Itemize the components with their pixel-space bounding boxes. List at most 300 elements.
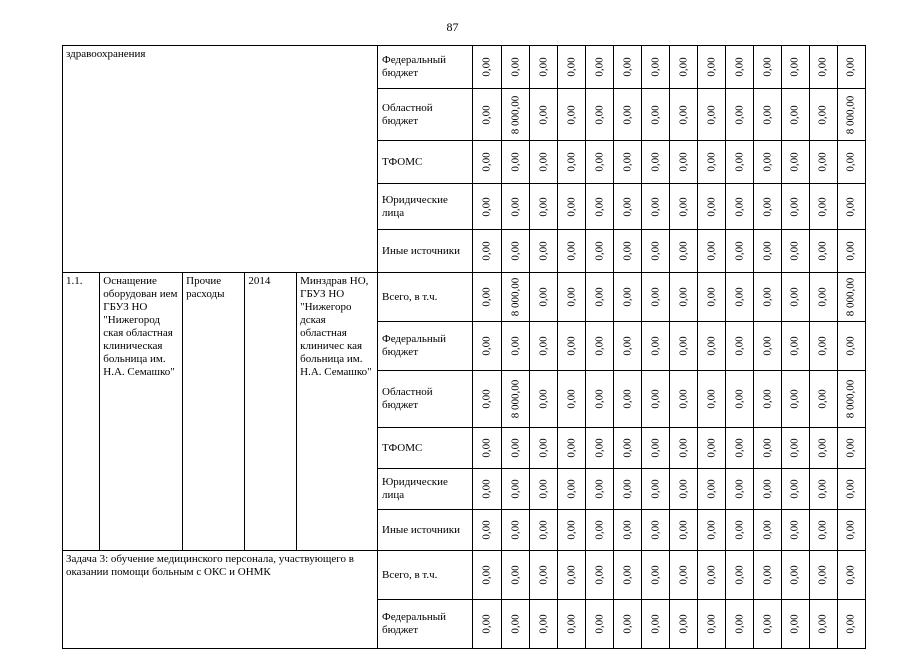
value-text: 0,00 — [480, 389, 493, 409]
value-text: 0,00 — [733, 336, 746, 356]
value-cell — [558, 469, 586, 510]
value-text: 0,00 — [761, 614, 774, 634]
value-cell — [530, 510, 558, 551]
value-cell — [670, 600, 698, 649]
funding-source: Иные источники — [378, 230, 473, 273]
value-text: 0,00 — [565, 520, 578, 540]
value-cell — [698, 46, 726, 89]
value-text: 0,00 — [537, 57, 550, 77]
value-cell — [754, 600, 782, 649]
value-text: 0,00 — [705, 614, 718, 634]
value-text: 0,00 — [621, 287, 634, 307]
value-text: 0,00 — [733, 520, 746, 540]
value-text: 0,00 — [565, 438, 578, 458]
value-text: 0,00 — [761, 520, 774, 540]
value-text: 0,00 — [593, 520, 606, 540]
value-text: 0,00 — [705, 287, 718, 307]
value-text: 0,00 — [509, 520, 522, 540]
table-row — [63, 273, 866, 322]
value-text: 0,00 — [621, 196, 634, 217]
value-text: 0,00 — [621, 57, 634, 77]
value-cell — [782, 469, 810, 510]
funding-source: Юридические лица — [378, 469, 473, 510]
value-cell — [473, 230, 502, 273]
value-cell — [614, 230, 642, 273]
item-name: Оснащение оборудован ием ГБУЗ НО "Нижегород ская областная клиническая больница им. Н.А. Семашко" — [100, 273, 183, 551]
value-text: 0,00 — [509, 614, 522, 634]
funding-source: ТФОМС — [378, 141, 473, 184]
value-cell — [558, 230, 586, 273]
value-cell — [473, 46, 502, 89]
value-cell — [530, 184, 558, 230]
value-cell — [586, 230, 614, 273]
value-cell — [473, 184, 502, 230]
value-cell — [614, 89, 642, 141]
value-cell — [670, 428, 698, 469]
value-text: 0,00 — [565, 104, 578, 125]
value-cell — [837, 600, 865, 649]
value-cell — [502, 184, 530, 230]
value-text: 0,00 — [733, 565, 746, 585]
value-cell — [782, 600, 810, 649]
value-text: 0,00 — [761, 57, 774, 77]
value-text: 0,00 — [816, 287, 829, 307]
value-text: 0,00 — [593, 287, 606, 307]
value-cell — [837, 230, 865, 273]
value-text: 0,00 — [621, 336, 634, 356]
value-text: 0,00 — [649, 241, 662, 261]
value-cell — [782, 230, 810, 273]
value-cell — [837, 428, 865, 469]
value-cell — [586, 551, 614, 600]
value-cell — [586, 469, 614, 510]
value-text: 0,00 — [509, 565, 522, 585]
value-text: 0,00 — [621, 389, 634, 409]
value-text: 0,00 — [649, 336, 662, 356]
value-cell — [502, 46, 530, 89]
value-text: 0,00 — [537, 479, 550, 499]
value-cell — [754, 46, 782, 89]
value-cell — [782, 371, 810, 428]
value-text: 0,00 — [733, 287, 746, 307]
value-cell — [809, 230, 837, 273]
value-cell — [809, 600, 837, 649]
value-text: 0,00 — [788, 152, 801, 172]
value-cell — [670, 230, 698, 273]
table-row — [63, 551, 866, 600]
value-text: 0,00 — [788, 565, 801, 585]
value-text: 0,00 — [733, 438, 746, 458]
value-text: 0,00 — [816, 479, 829, 499]
funding-source: Областной бюджет — [378, 89, 473, 141]
value-text: 0,00 — [705, 241, 718, 261]
value-text: 0,00 — [705, 196, 718, 217]
value-cell — [809, 371, 837, 428]
value-cell — [809, 469, 837, 510]
value-text: 0,00 — [788, 479, 801, 499]
value-text: 0,00 — [788, 614, 801, 634]
value-text: 0,00 — [705, 520, 718, 540]
value-cell — [809, 428, 837, 469]
value-cell — [614, 184, 642, 230]
value-cell — [782, 89, 810, 141]
value-text: 0,00 — [677, 479, 690, 499]
value-text: 0,00 — [480, 520, 493, 540]
value-text: 0,00 — [733, 57, 746, 77]
funding-source: Иные источники — [378, 510, 473, 551]
value-cell — [837, 89, 865, 141]
value-text: 0,00 — [677, 152, 690, 172]
value-text: 0,00 — [733, 152, 746, 172]
value-cell — [530, 600, 558, 649]
value-text: 0,00 — [649, 614, 662, 634]
value-text: 0,00 — [565, 152, 578, 172]
value-cell — [558, 371, 586, 428]
value-text: 0,00 — [509, 152, 522, 172]
value-text: 0,00 — [677, 438, 690, 458]
value-cell — [586, 89, 614, 141]
value-text: 0,00 — [788, 336, 801, 356]
value-cell — [502, 141, 530, 184]
value-cell — [809, 89, 837, 141]
value-cell — [530, 230, 558, 273]
value-cell — [502, 469, 530, 510]
value-cell — [473, 428, 502, 469]
value-text: 0,00 — [705, 389, 718, 409]
value-text: 0,00 — [565, 336, 578, 356]
task-label: Задача 3: обучение медицинского персонала, участвующего в оказании помощи больным с ОКС и ОНМК — [63, 551, 378, 649]
value-cell — [558, 600, 586, 649]
value-cell — [473, 322, 502, 371]
value-cell — [586, 184, 614, 230]
value-text: 0,00 — [565, 196, 578, 217]
value-cell — [502, 428, 530, 469]
value-text: 0,00 — [705, 438, 718, 458]
value-text: 0,00 — [844, 196, 857, 217]
value-cell — [586, 428, 614, 469]
value-text: 0,00 — [509, 241, 522, 261]
value-cell — [614, 371, 642, 428]
value-cell — [586, 371, 614, 428]
item-executor: Минздрав НО, ГБУЗ НО "Нижегоро дская областная клиничес кая больница им. Н.А. Семашко" — [297, 273, 378, 551]
value-text: 0,00 — [788, 241, 801, 261]
value-text: 0,00 — [844, 438, 857, 458]
funding-source: Юридические лица — [378, 184, 473, 230]
value-cell — [726, 600, 754, 649]
value-text: 0,00 — [649, 565, 662, 585]
value-cell — [698, 230, 726, 273]
value-text: 0,00 — [565, 389, 578, 409]
value-text: 0,00 — [565, 287, 578, 307]
value-cell — [782, 273, 810, 322]
value-text: 0,00 — [677, 614, 690, 634]
value-cell — [642, 141, 670, 184]
value-cell — [473, 89, 502, 141]
value-cell — [698, 428, 726, 469]
value-cell — [502, 600, 530, 649]
value-text: 0,00 — [649, 57, 662, 77]
value-text: 0,00 — [844, 614, 857, 634]
value-cell — [670, 273, 698, 322]
value-cell — [809, 273, 837, 322]
value-cell — [502, 510, 530, 551]
value-cell — [558, 184, 586, 230]
value-cell — [502, 322, 530, 371]
value-cell — [558, 322, 586, 371]
value-cell — [670, 322, 698, 371]
value-text: 0,00 — [816, 438, 829, 458]
value-cell — [614, 469, 642, 510]
value-text: 0,00 — [621, 614, 634, 634]
value-text: 0,00 — [761, 389, 774, 409]
value-text: 0,00 — [816, 336, 829, 356]
value-text: 0,00 — [733, 241, 746, 261]
value-cell — [558, 89, 586, 141]
value-text: 8 000,00 — [844, 95, 857, 134]
value-cell — [642, 551, 670, 600]
value-text: 0,00 — [677, 520, 690, 540]
value-text: 0,00 — [537, 241, 550, 261]
value-text: 0,00 — [480, 57, 493, 77]
value-cell — [473, 551, 502, 600]
value-cell — [809, 322, 837, 371]
value-cell — [642, 46, 670, 89]
value-text: 0,00 — [593, 565, 606, 585]
value-text: 8 000,00 — [509, 379, 522, 419]
value-text: 0,00 — [761, 336, 774, 356]
value-cell — [502, 89, 530, 141]
value-text: 0,00 — [677, 196, 690, 217]
value-text: 0,00 — [480, 438, 493, 458]
value-text: 0,00 — [537, 389, 550, 409]
value-text: 0,00 — [844, 336, 857, 356]
value-cell — [586, 141, 614, 184]
value-text: 0,00 — [677, 104, 690, 125]
value-text: 0,00 — [509, 336, 522, 356]
value-cell — [502, 230, 530, 273]
value-cell — [558, 273, 586, 322]
value-cell — [530, 551, 558, 600]
value-cell — [642, 273, 670, 322]
value-text: 0,00 — [677, 389, 690, 409]
value-cell — [642, 230, 670, 273]
value-cell — [670, 89, 698, 141]
value-text: 0,00 — [565, 241, 578, 261]
value-text: 0,00 — [593, 479, 606, 499]
page-number: 87 — [446, 20, 459, 34]
value-text: 0,00 — [565, 565, 578, 585]
value-cell — [726, 551, 754, 600]
value-text: 0,00 — [844, 152, 857, 172]
value-cell — [530, 371, 558, 428]
value-text: 0,00 — [761, 565, 774, 585]
value-cell — [670, 510, 698, 551]
value-cell — [698, 89, 726, 141]
value-cell — [614, 141, 642, 184]
value-text: 0,00 — [733, 389, 746, 409]
value-text: 0,00 — [677, 241, 690, 261]
value-text: 0,00 — [621, 152, 634, 172]
value-cell — [614, 510, 642, 551]
value-text: 0,00 — [480, 104, 493, 125]
value-cell — [754, 89, 782, 141]
value-text: 0,00 — [621, 104, 634, 125]
value-cell — [837, 46, 865, 89]
value-cell — [837, 322, 865, 371]
value-text: 0,00 — [593, 614, 606, 634]
value-text: 8 000,00 — [844, 277, 857, 317]
value-cell — [558, 46, 586, 89]
value-cell — [530, 141, 558, 184]
value-cell — [642, 510, 670, 551]
value-text: 0,00 — [537, 336, 550, 356]
value-text: 8 000,00 — [509, 277, 522, 317]
value-text: 0,00 — [537, 287, 550, 307]
value-text: 0,00 — [509, 196, 522, 217]
value-cell — [614, 322, 642, 371]
value-text: 0,00 — [761, 479, 774, 499]
value-text: 0,00 — [677, 565, 690, 585]
value-text: 0,00 — [537, 196, 550, 217]
value-cell — [642, 371, 670, 428]
value-cell — [726, 46, 754, 89]
value-text: 0,00 — [761, 104, 774, 125]
value-cell — [473, 600, 502, 649]
value-text: 0,00 — [593, 152, 606, 172]
value-cell — [642, 428, 670, 469]
value-text: 0,00 — [593, 104, 606, 125]
value-cell — [530, 428, 558, 469]
expense-type: Прочие расходы — [183, 273, 245, 551]
value-cell — [586, 273, 614, 322]
value-text: 0,00 — [509, 438, 522, 458]
value-text: 0,00 — [565, 479, 578, 499]
value-cell — [502, 273, 530, 322]
value-cell — [754, 469, 782, 510]
value-cell — [530, 46, 558, 89]
value-text: 0,00 — [705, 104, 718, 125]
value-cell — [473, 141, 502, 184]
value-cell — [473, 469, 502, 510]
value-text: 0,00 — [816, 196, 829, 217]
value-text: 0,00 — [761, 196, 774, 217]
value-text: 0,00 — [537, 614, 550, 634]
value-cell — [473, 273, 502, 322]
value-cell — [809, 510, 837, 551]
value-cell — [754, 371, 782, 428]
value-cell — [698, 141, 726, 184]
value-text: 0,00 — [480, 336, 493, 356]
value-cell — [726, 469, 754, 510]
value-text: 0,00 — [480, 565, 493, 585]
budget-table — [62, 45, 866, 649]
value-text: 0,00 — [844, 241, 857, 261]
value-cell — [754, 428, 782, 469]
value-cell — [726, 230, 754, 273]
value-cell — [698, 469, 726, 510]
value-cell — [837, 551, 865, 600]
value-cell — [614, 428, 642, 469]
value-cell — [754, 322, 782, 371]
value-cell — [837, 141, 865, 184]
table-body — [63, 46, 866, 649]
value-cell — [698, 322, 726, 371]
value-cell — [670, 141, 698, 184]
value-text: 0,00 — [537, 438, 550, 458]
value-text: 0,00 — [621, 479, 634, 499]
value-cell — [473, 510, 502, 551]
value-cell — [809, 551, 837, 600]
value-cell — [837, 510, 865, 551]
value-text: 0,00 — [816, 241, 829, 261]
value-cell — [698, 600, 726, 649]
value-cell — [502, 371, 530, 428]
value-cell — [837, 273, 865, 322]
value-text: 0,00 — [816, 614, 829, 634]
value-cell — [558, 428, 586, 469]
value-text: 0,00 — [677, 287, 690, 307]
value-text: 0,00 — [537, 152, 550, 172]
value-text: 0,00 — [537, 104, 550, 125]
value-text: 0,00 — [705, 57, 718, 77]
value-text: 0,00 — [705, 152, 718, 172]
value-cell — [809, 46, 837, 89]
value-cell — [726, 273, 754, 322]
value-cell — [726, 89, 754, 141]
value-text: 0,00 — [733, 196, 746, 217]
value-text: 0,00 — [509, 479, 522, 499]
value-text: 0,00 — [565, 57, 578, 77]
value-cell — [530, 469, 558, 510]
value-text: 0,00 — [705, 479, 718, 499]
value-cell — [726, 510, 754, 551]
value-text: 0,00 — [480, 614, 493, 634]
value-text: 0,00 — [733, 104, 746, 125]
value-text: 0,00 — [649, 438, 662, 458]
value-text: 0,00 — [788, 438, 801, 458]
value-text: 0,00 — [816, 104, 829, 125]
value-cell — [530, 89, 558, 141]
value-cell — [698, 371, 726, 428]
value-cell — [837, 371, 865, 428]
value-text: 0,00 — [844, 479, 857, 499]
value-cell — [642, 184, 670, 230]
value-cell — [558, 141, 586, 184]
value-text: 0,00 — [621, 520, 634, 540]
value-cell — [614, 273, 642, 322]
value-cell — [837, 184, 865, 230]
value-text: 0,00 — [593, 196, 606, 217]
value-cell — [670, 469, 698, 510]
value-text: 0,00 — [593, 57, 606, 77]
value-cell — [670, 551, 698, 600]
value-cell — [754, 273, 782, 322]
value-text: 0,00 — [816, 57, 829, 77]
value-text: 0,00 — [788, 104, 801, 125]
value-text: 0,00 — [844, 57, 857, 77]
value-cell — [782, 551, 810, 600]
value-cell — [558, 551, 586, 600]
value-cell — [698, 273, 726, 322]
value-cell — [809, 184, 837, 230]
funding-source: ТФОМС — [378, 428, 473, 469]
value-cell — [754, 551, 782, 600]
value-text: 0,00 — [761, 152, 774, 172]
value-text: 0,00 — [649, 152, 662, 172]
value-cell — [782, 510, 810, 551]
value-text: 0,00 — [480, 196, 493, 217]
funding-source: Всего, в т.ч. — [378, 551, 473, 600]
